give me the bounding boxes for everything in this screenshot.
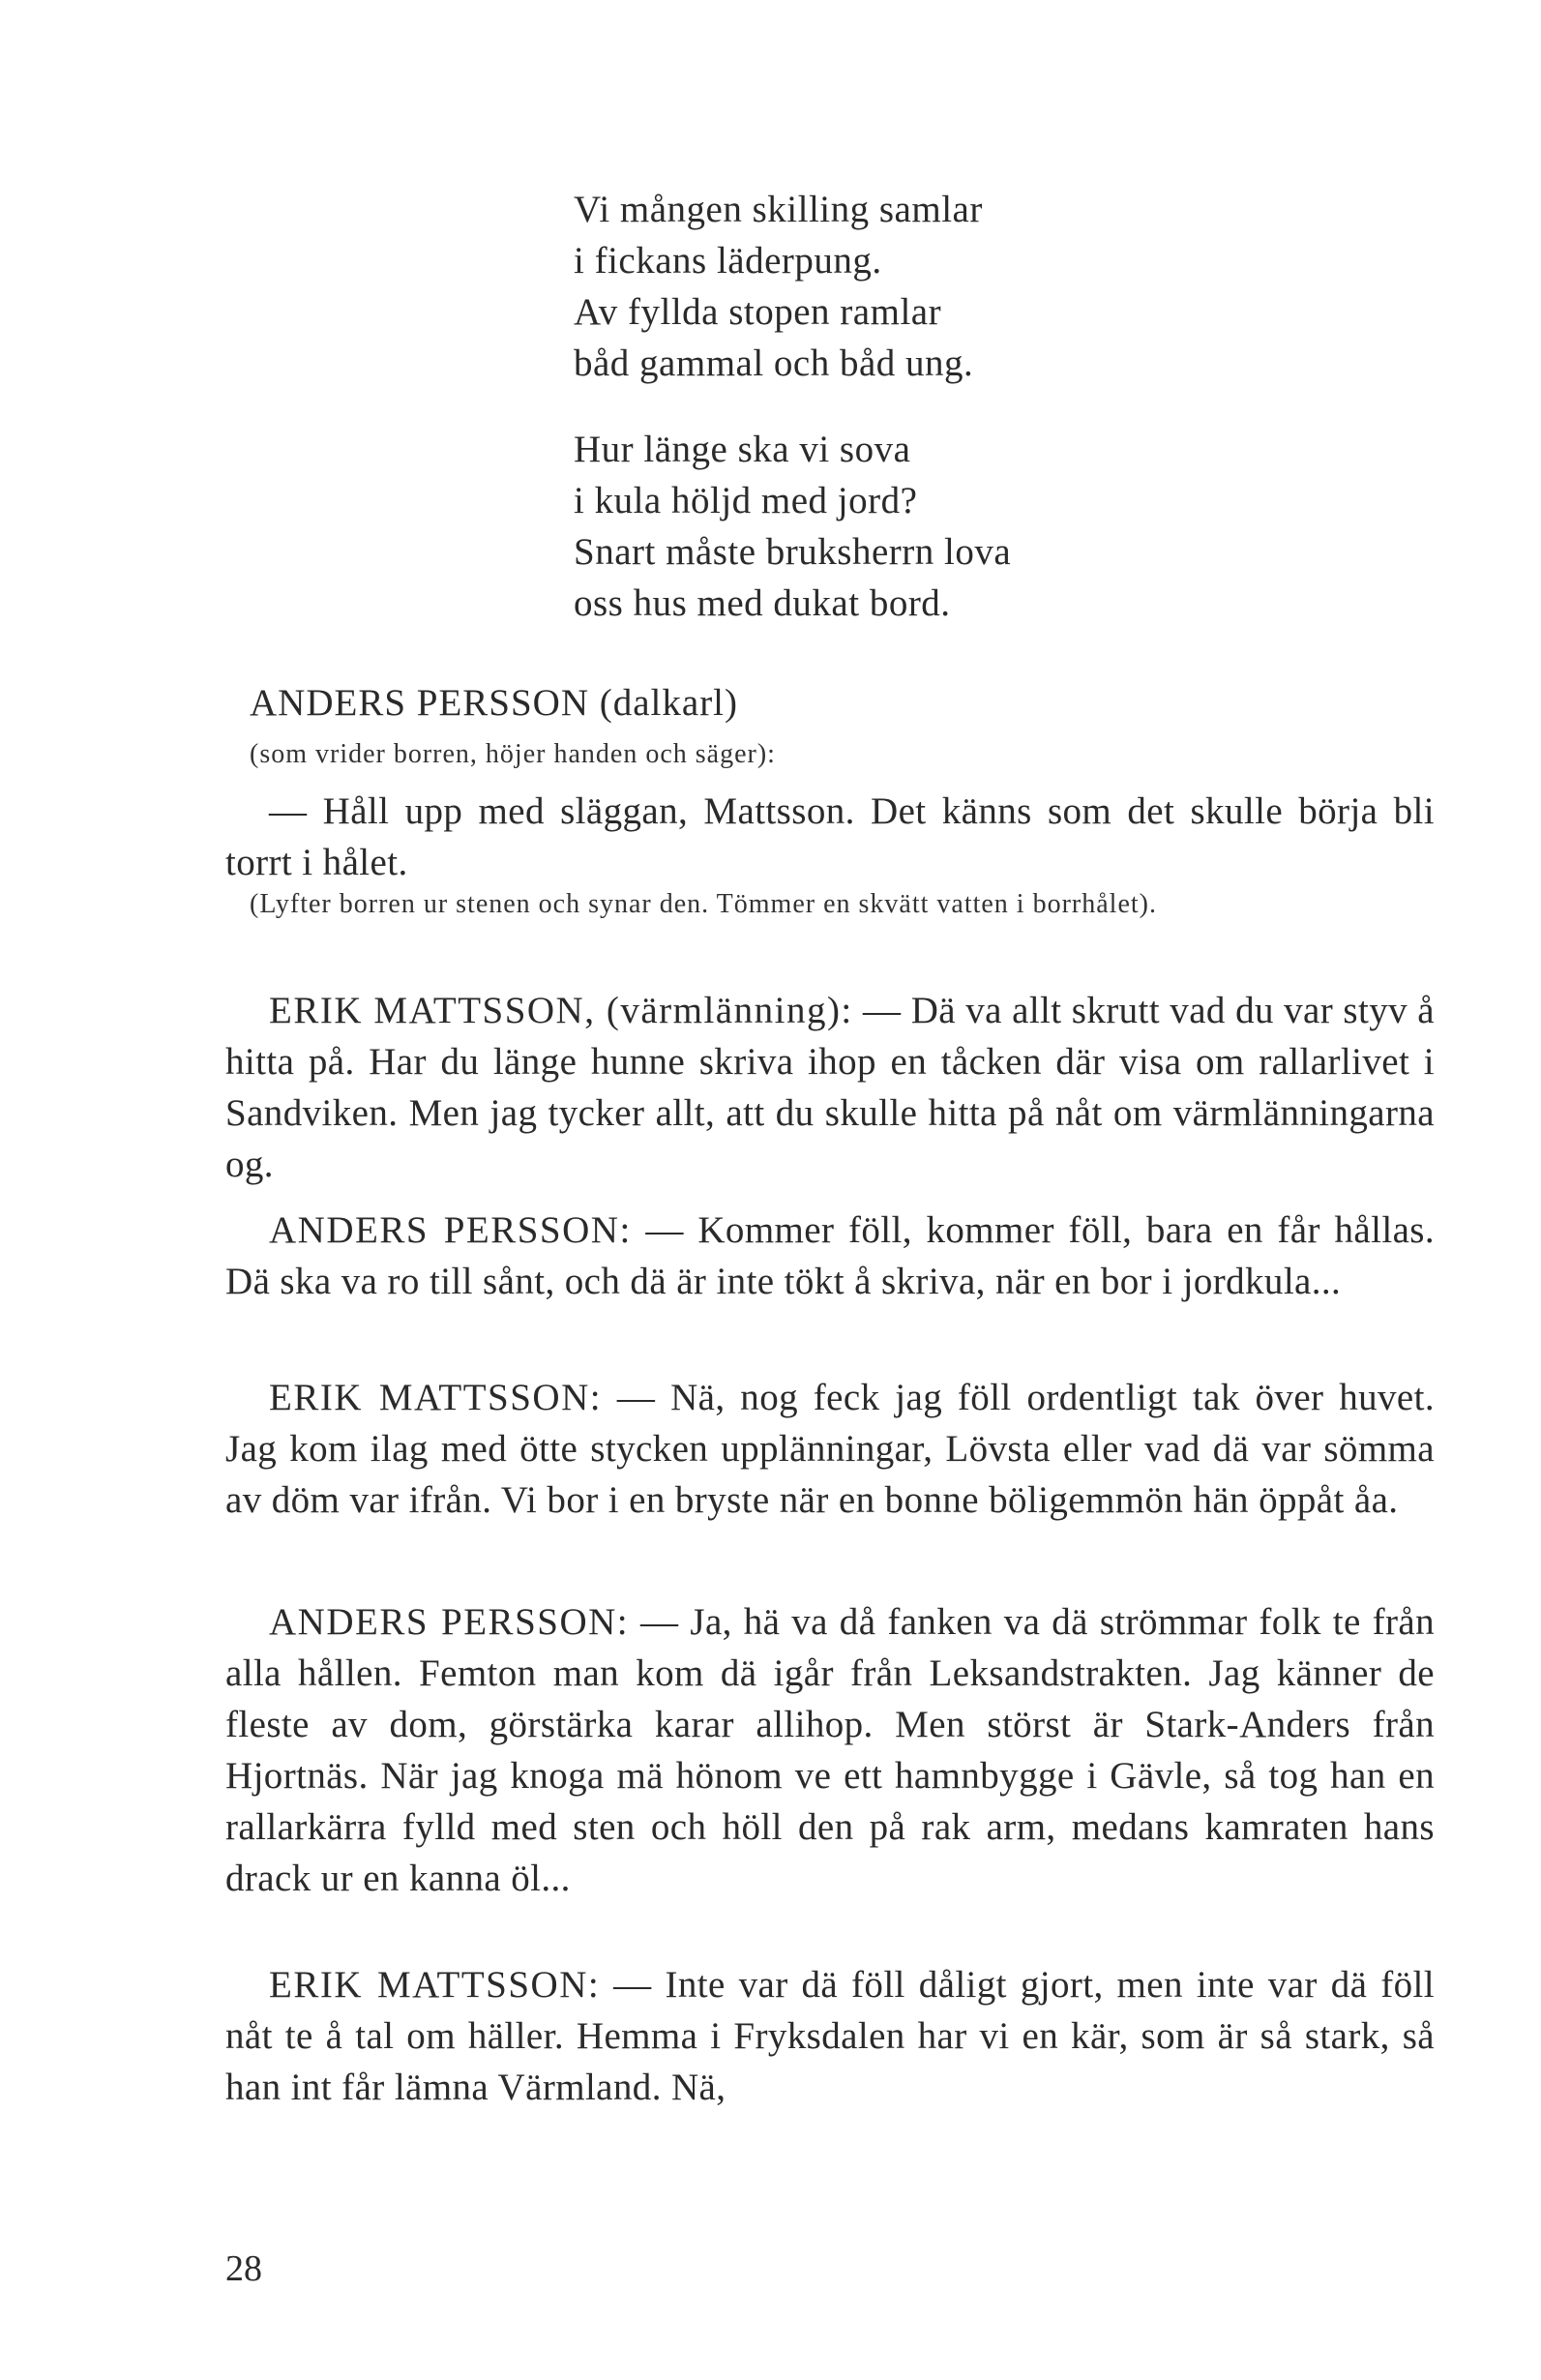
verse-line: oss hus med dukat bord. <box>574 582 951 624</box>
dialogue-paragraph <box>225 1959 1435 2113</box>
dialogue-paragraph <box>225 985 1435 1190</box>
speaker-heading: ANDERS PERSSON (dalkarl) <box>250 682 739 724</box>
verse-line: Av fyllda stopen ramlar <box>574 291 942 333</box>
dialogue-paragraph <box>225 1596 1435 1904</box>
verse-line: i fickans läderpung. <box>574 240 882 282</box>
dialogue-text: — Nä, nog feck jag föll ordentligt tak över huvet. Jag kom ilag med ötte stycken upplänningar, Lövsta eller vad dä var sömma av döm var ifrån. Vi bor i en bryste när en bonne böligemmön hän öppåt åa. <box>225 1377 1435 1521</box>
verse-stanza-1 <box>574 184 983 389</box>
verse-line: Snart måste bruksherrn lova <box>574 531 1012 573</box>
speaker-name: ERIK MATTSSON: <box>269 1964 601 2006</box>
stage-direction: (som vrider borren, höjer handen och säger): <box>250 739 776 769</box>
dialogue-text: — Dä va allt skrutt vad du var styv å hitta på. Har du länge hunne skriva ihop en tåcken där visa om rallarlivet i Sandviken. Men jag tycker allt, att du skulle hitta på nåt om värmlänningarna og. <box>225 990 1435 1185</box>
dialogue-text: — Inte var dä föll dåligt gjort, men inte var dä föll nåt te å tal om häller. Hemma i Fryksdalen har vi en kär, som är så stark, så han int får lämna Värmland. Nä, <box>225 1964 1436 2108</box>
speaker-name: ANDERS PERSSON: <box>269 1209 632 1251</box>
stage-direction: (Lyfter borren ur stenen och synar den. Tömmer en skvätt vatten i borrhålet). <box>250 889 1157 919</box>
dialogue-text: — Kommer föll, kommer föll, bara en får hållas. Dä ska va ro till sånt, och dä är inte tökt å skriva, när en bor i jordkula... <box>225 1209 1436 1302</box>
verse-line: Vi mången skilling samlar <box>574 189 983 230</box>
dialogue-line: — Håll upp med släggan, Mattsson. Det känns som det skulle börja bli torrt i hålet. <box>225 790 1435 883</box>
verse-line: båd gammal och båd ung. <box>574 342 974 384</box>
verse-stanza-2 <box>574 424 1011 629</box>
verse-line: Hur länge ska vi sova <box>574 429 911 470</box>
speaker-name: ERIK MATTSSON: <box>269 1377 603 1418</box>
speaker-name: ANDERS PERSSON: <box>269 1601 630 1643</box>
speaker-name: ERIK MATTSSON, (värmlänning): <box>269 990 853 1031</box>
dialogue-paragraph <box>225 1372 1435 1526</box>
dialogue-text: — Ja, hä va då fanken va dä strömmar folk te från alla hållen. Femton man kom dä igår från Leksandstrakten. Jag känner de fleste av dom, görstärka karar allihop. Men störst är Stark-Anders från Hjortnäs. När jag knoga mä hönom ve ett hamnbygge i Gävle, så tog han en rallarkärra fylld med sten och höll den på rak arm, medans kamraten hans drack ur en kanna öl... <box>225 1601 1436 1899</box>
dialogue-paragraph <box>225 1205 1435 1307</box>
verse-line: i kula höljd med jord? <box>574 480 918 521</box>
page-number: 28 <box>225 2248 262 2289</box>
